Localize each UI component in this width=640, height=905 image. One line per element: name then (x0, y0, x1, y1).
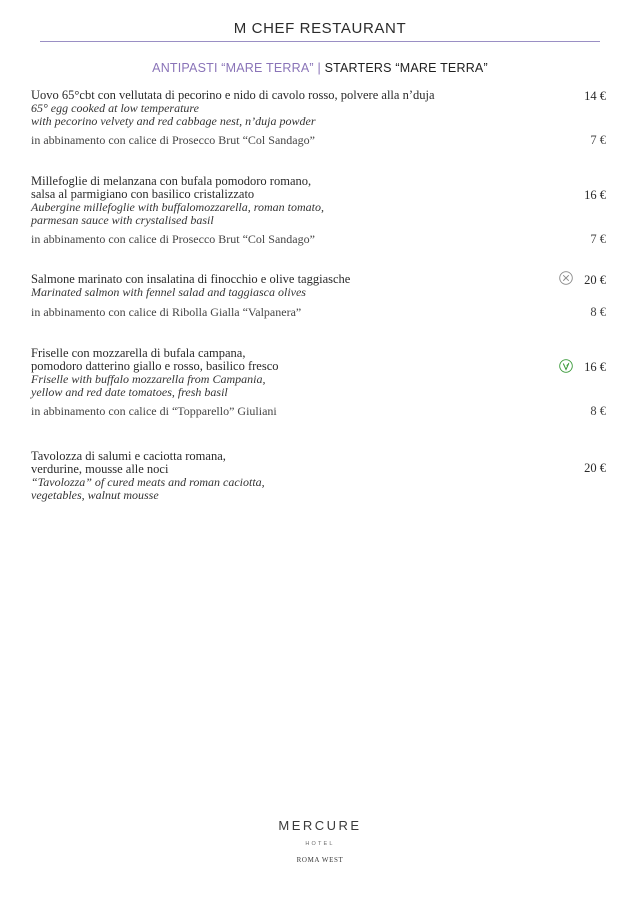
dish-name-english: Aubergine millefoglie with buffalomozzarella, roman tomato, parmesan sauce with crystalised basil (31, 200, 324, 227)
dish-name-italian: Salmone marinato con insalatina di finocchio e olive taggiasche (31, 272, 351, 286)
restaurant-title: M CHEF RESTAURANT (233, 20, 407, 37)
section-separator: | (317, 61, 321, 75)
dish-price: 20 € (584, 461, 606, 475)
menu-item (31, 347, 609, 418)
wine-pairing (31, 405, 609, 418)
menu-item (31, 273, 609, 319)
pairing-price: 8 € (590, 304, 606, 319)
dish-price: 16 € (584, 360, 606, 374)
section-title-english: STARTERS “MARE TERRA” (324, 61, 488, 75)
hotel-logo (0, 818, 640, 864)
pairing-text: in abbinamento con calice di Prosecco Brut “Col Sandago” (31, 232, 315, 246)
brand-location: ROMA WEST (296, 856, 344, 864)
section-heading (0, 61, 640, 75)
pairing-text: in abbinamento con calice di Ribolla Gialla “Valpanera” (31, 304, 302, 319)
dish-name-english: 65° egg cooked at low temperature with pecorino velvety and red cabbage nest, n’duja powder (31, 101, 316, 128)
dish-name-italian: Uovo 65°cbt con vellutata di pecorino e nido di cavolo rosso, polvere alla n’duja (31, 88, 435, 102)
pairing-price: 8 € (590, 404, 606, 418)
wine-pairing (31, 134, 609, 147)
wine-pairing (31, 233, 609, 246)
dish-price: 14 € (584, 89, 606, 103)
wine-pairing (31, 306, 609, 319)
menu-item (31, 89, 609, 147)
brand-name: MERCURE (278, 818, 362, 833)
menu-item (31, 175, 609, 246)
dish-name-italian: Tavolozza di salumi e caciotta romana, verdurine, mousse alle noci (31, 449, 226, 476)
pairing-price: 7 € (590, 232, 606, 246)
pairing-text: in abbinamento con calice di Prosecco Brut “Col Sandago” (31, 133, 315, 147)
dish-name-italian: Millefoglie di melanzana con bufala pomodoro romano, salsa al parmigiano con basilico cristalizzato (31, 174, 312, 201)
dish-name-italian: Friselle con mozzarella di bufala campana, pomodoro datterino giallo e rosso, basilico fresco (31, 346, 279, 373)
dish-name-english: “Tavolozza” of cured meats and roman caciotta, vegetables, walnut mousse (31, 475, 265, 502)
brand-subtitle: HOTEL (305, 841, 335, 847)
section-title-italian: ANTIPASTI “MARE TERRA” (152, 61, 314, 75)
gluten-free-icon (559, 271, 573, 285)
pairing-price: 7 € (590, 133, 606, 147)
vegetarian-icon (559, 359, 573, 373)
dish-price: 16 € (584, 188, 606, 202)
pairing-text: in abbinamento con calice di “Topparello” Giuliani (31, 404, 277, 418)
dish-name-english: Marinated salmon with fennel salad and taggiasca olives (31, 285, 306, 299)
menu-item (31, 450, 609, 501)
header-divider (40, 41, 600, 42)
dish-price: 20 € (584, 273, 606, 287)
dish-name-english: Friselle with buffalo mozzarella from Campania, yellow and red date tomatoes, fresh basil (31, 372, 266, 399)
